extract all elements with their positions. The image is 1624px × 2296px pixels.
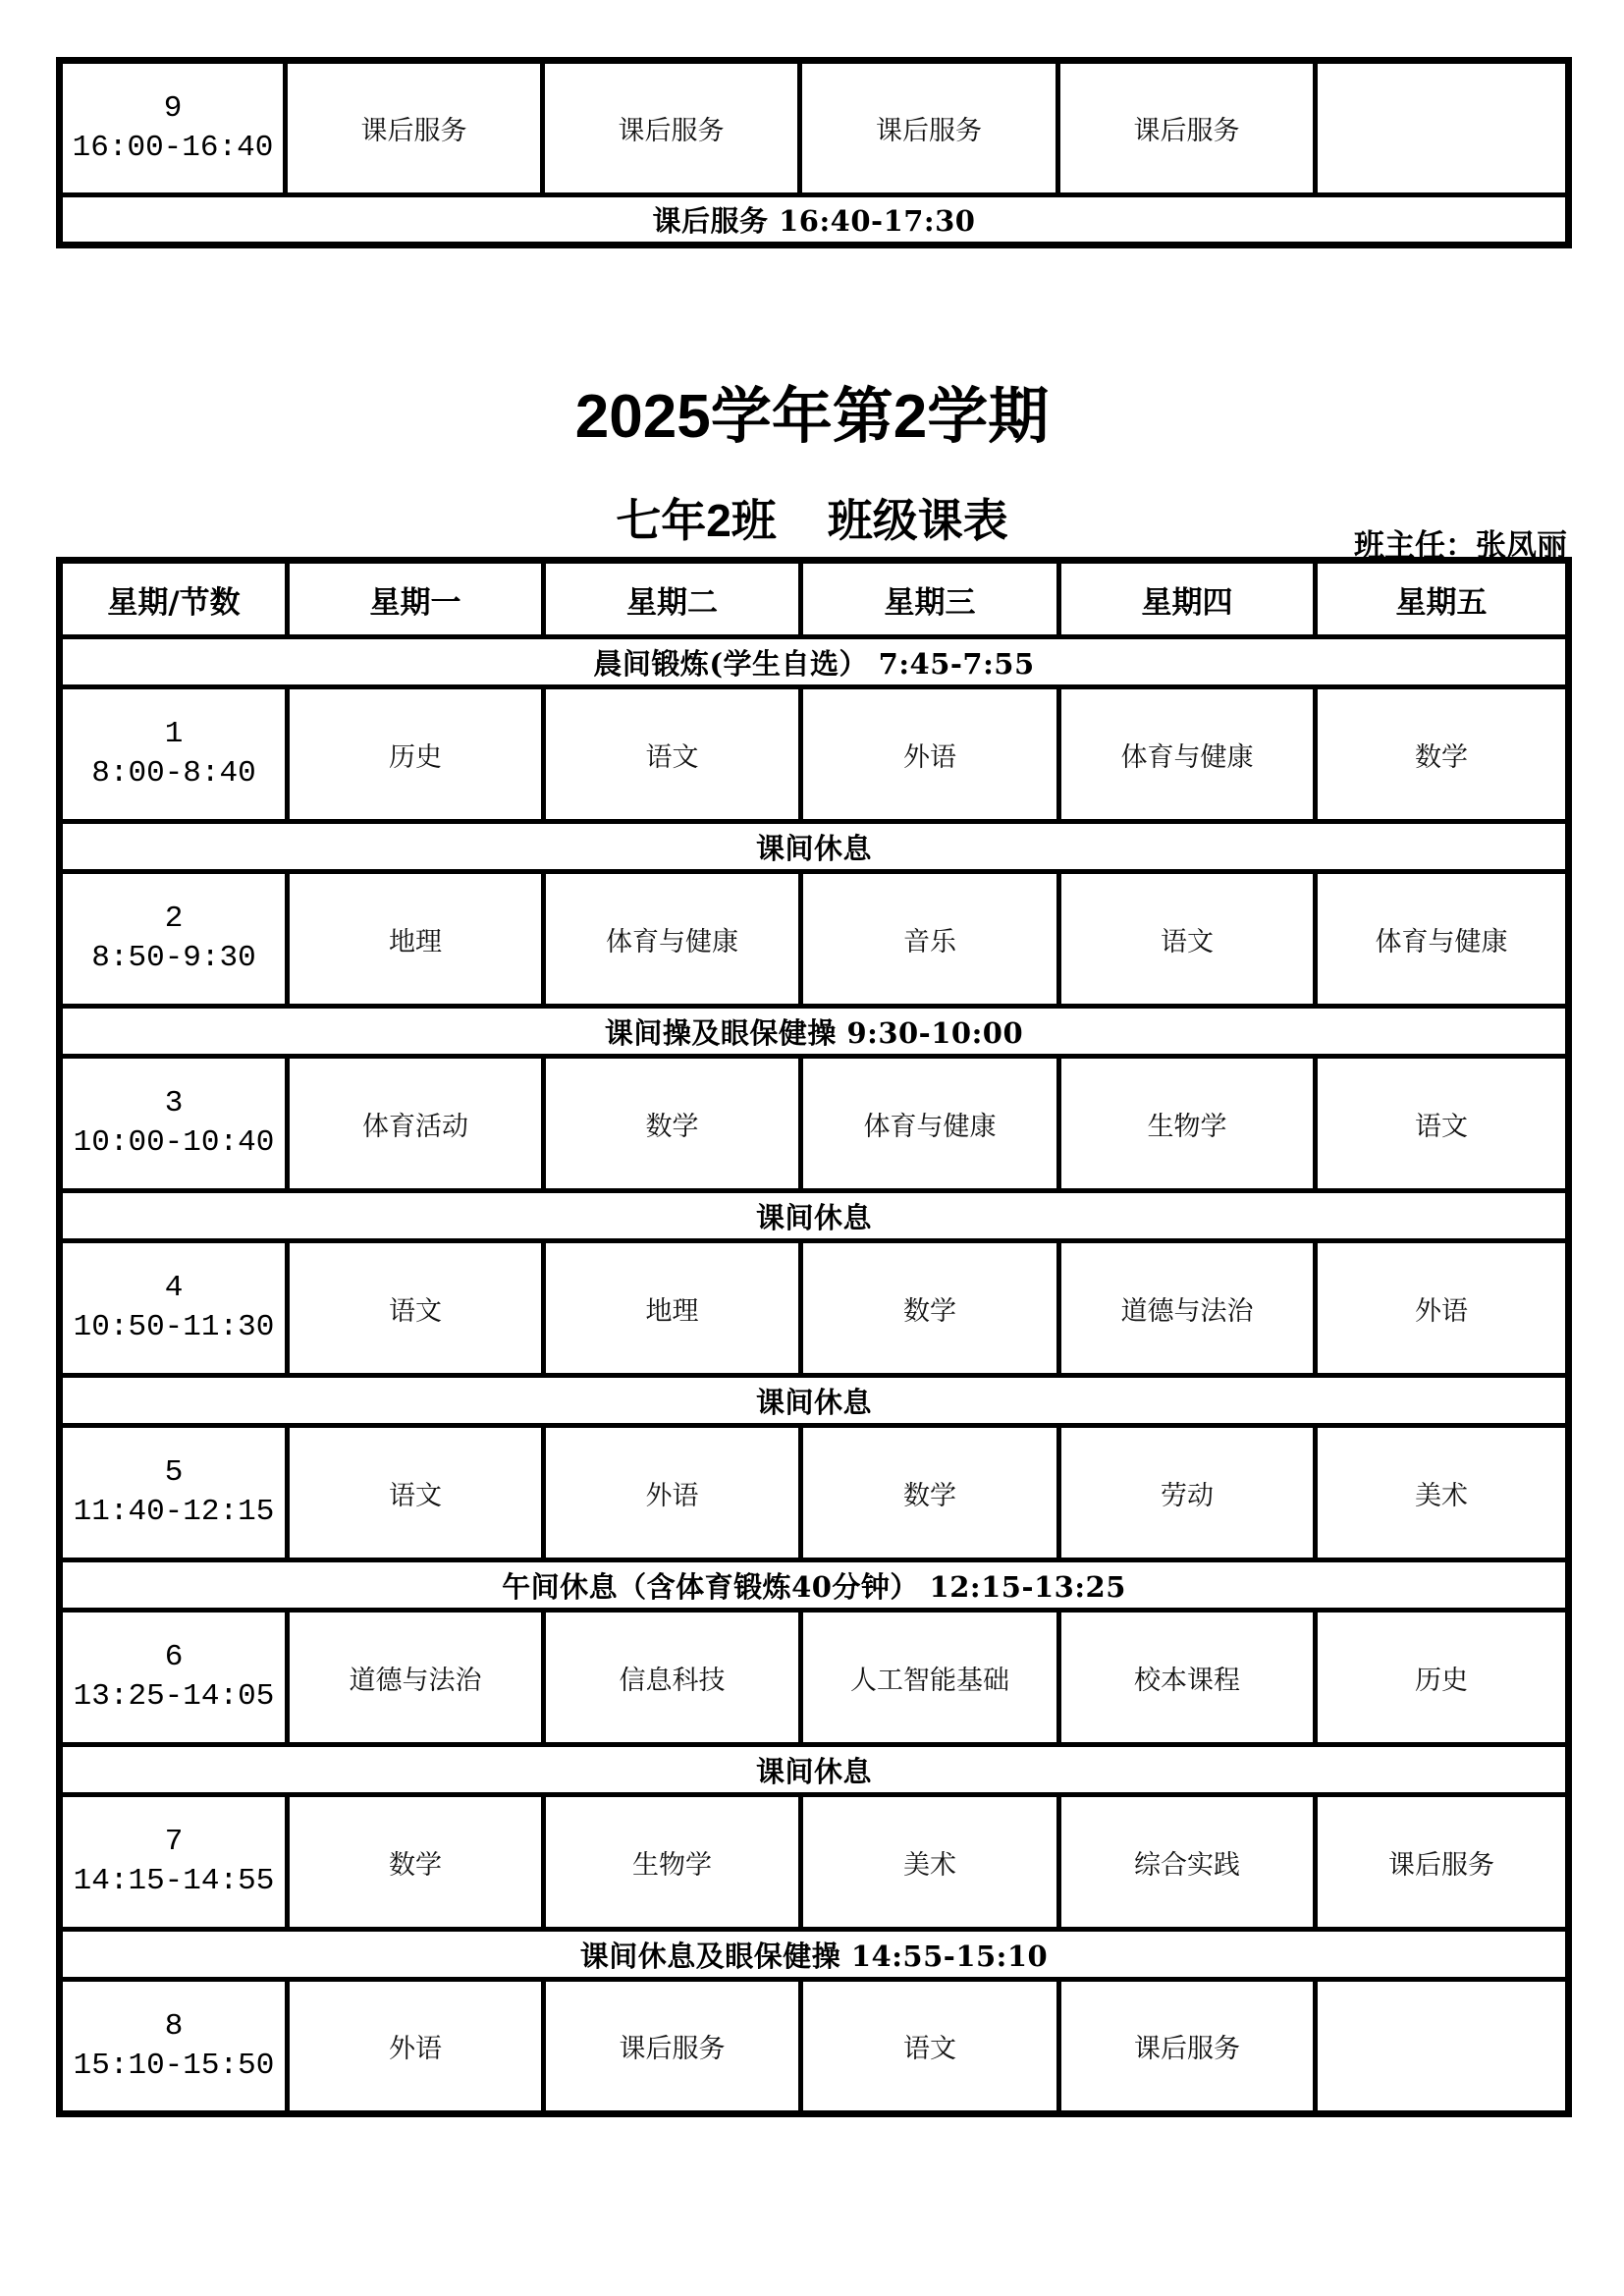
subject-cell-wed: 课后服务 — [800, 61, 1058, 195]
period-number: 7 — [164, 1825, 184, 1859]
break-bar-row — [60, 822, 1569, 872]
subject-cell-mon: 道德与法治 — [288, 1611, 544, 1745]
subject-cell-tue: 生物学 — [544, 1795, 801, 1930]
subject-cell-wed: 美术 — [801, 1795, 1059, 1930]
table-row-period-5 — [60, 1426, 1569, 1560]
subject-cell-tue: 地理 — [544, 1241, 801, 1376]
table-row-period-1 — [60, 687, 1569, 822]
subject-cell-fri: 课后服务 — [1316, 1795, 1569, 1930]
break-label: 课间休息 — [60, 822, 1569, 872]
column-header-period: 星期/节数 — [60, 561, 288, 637]
subject-cell-thu: 课后服务 — [1058, 61, 1316, 195]
subject-cell-fri: 外语 — [1316, 1241, 1569, 1376]
table-row-period-9 — [60, 61, 1569, 195]
break-bar-row — [60, 1376, 1569, 1426]
period-cell — [60, 1057, 288, 1191]
period-number: 6 — [164, 1640, 184, 1674]
subject-cell-wed: 语文 — [801, 1980, 1059, 2114]
period-cell — [60, 1426, 288, 1560]
teacher-label: 班主任： — [1354, 528, 1476, 564]
subject-cell-fri — [1316, 1980, 1569, 2114]
prev-page-schedule-fragment — [56, 57, 1572, 248]
period-cell — [60, 1241, 288, 1376]
subject-cell-wed: 体育与健康 — [801, 1057, 1059, 1191]
subject-cell-wed: 音乐 — [801, 872, 1059, 1007]
column-header-mon: 星期一 — [288, 561, 544, 637]
break-label: 课间休息 — [60, 1191, 1569, 1241]
subject-cell-thu: 课后服务 — [1059, 1980, 1316, 2114]
subject-cell-tue: 课后服务 — [543, 61, 800, 195]
period-number: 8 — [164, 2008, 184, 2044]
period-time: 10:50-11:30 — [73, 1310, 275, 1344]
table-row-period-3 — [60, 1057, 1569, 1191]
subject-cell-thu: 劳动 — [1059, 1426, 1316, 1560]
break-bar-row — [60, 1191, 1569, 1241]
subject-cell-thu: 道德与法治 — [1059, 1241, 1316, 1376]
break-label: 课间休息及眼保健操 14:55-15:10 — [60, 1930, 1569, 1980]
period-time: 8:50-9:30 — [91, 941, 256, 975]
period-cell — [60, 1795, 288, 1930]
period-time: 14:15-14:55 — [73, 1864, 275, 1898]
subject-cell-fri: 数学 — [1316, 687, 1569, 822]
after-school-service-bar: 课后服务 16:40-17:30 — [60, 195, 1569, 246]
subject-cell-tue: 信息科技 — [544, 1611, 801, 1745]
period-time: 10:00-10:40 — [73, 1125, 275, 1160]
subject-cell-wed: 人工智能基础 — [801, 1611, 1059, 1745]
table-row-period-2 — [60, 872, 1569, 1007]
period-time: 13:25-14:05 — [73, 1679, 275, 1714]
column-header-tue: 星期二 — [544, 561, 801, 637]
period-cell — [60, 1980, 288, 2114]
subject-cell-fri — [1316, 61, 1569, 195]
period-cell — [60, 1611, 288, 1745]
period-time: 11:40-12:15 — [73, 1495, 275, 1529]
subject-cell-wed: 数学 — [801, 1241, 1059, 1376]
table-row-period-7 — [60, 1795, 1569, 1930]
column-header-wed: 星期三 — [801, 561, 1059, 637]
break-bar-row — [60, 1745, 1569, 1795]
break-bar-row — [60, 1007, 1569, 1057]
table-row-period-8 — [60, 1980, 1569, 2114]
class-schedule-table — [56, 557, 1572, 2117]
period-number: 2 — [164, 902, 184, 936]
break-bar-row — [60, 1560, 1569, 1611]
class-name: 七年2班 — [616, 495, 777, 546]
period-cell — [60, 872, 288, 1007]
period-number: 5 — [164, 1455, 184, 1490]
subject-cell-wed: 数学 — [801, 1426, 1059, 1560]
schedule-label: 班级课表 — [827, 495, 1008, 546]
subject-cell-thu: 生物学 — [1059, 1057, 1316, 1191]
break-label: 课间休息 — [60, 1745, 1569, 1795]
subject-cell-mon: 语文 — [288, 1426, 544, 1560]
subject-cell-tue: 外语 — [544, 1426, 801, 1560]
period-number: 4 — [164, 1271, 184, 1305]
teacher-name: 张凤丽 — [1476, 528, 1567, 564]
break-label: 晨间锻炼(学生自选） 7:45-7:55 — [60, 637, 1569, 687]
break-bar-row — [60, 195, 1569, 246]
subject-cell-fri: 语文 — [1316, 1057, 1569, 1191]
subject-cell-mon: 外语 — [288, 1980, 544, 2114]
period-cell — [60, 61, 286, 195]
subject-cell-fri: 体育与健康 — [1316, 872, 1569, 1007]
period-number: 3 — [164, 1086, 184, 1121]
subject-cell-mon: 历史 — [288, 687, 544, 822]
table-header-row — [60, 561, 1569, 637]
break-label: 午间休息（含体育锻炼40分钟） 12:15-13:25 — [60, 1560, 1569, 1611]
subject-cell-thu: 综合实践 — [1059, 1795, 1316, 1930]
break-bar-row — [60, 637, 1569, 687]
period-time: 16:00-16:40 — [72, 130, 274, 165]
subject-cell-mon: 语文 — [288, 1241, 544, 1376]
period-cell — [60, 687, 288, 822]
subject-cell-mon: 地理 — [288, 872, 544, 1007]
table-row-period-4 — [60, 1241, 1569, 1376]
break-bar-row — [60, 1930, 1569, 1980]
period-time: 15:10-15:50 — [73, 2048, 275, 2083]
subject-cell-thu: 语文 — [1059, 872, 1316, 1007]
subject-cell-tue: 语文 — [544, 687, 801, 822]
subject-cell-fri: 历史 — [1316, 1611, 1569, 1745]
column-header-fri: 星期五 — [1316, 561, 1569, 637]
period-time: 8:00-8:40 — [91, 756, 256, 791]
subject-cell-tue: 课后服务 — [544, 1980, 801, 2114]
page-title: 2025学年第2学期 — [574, 383, 1050, 451]
period-number: 9 — [163, 90, 183, 126]
subject-cell-mon: 课后服务 — [286, 61, 543, 195]
subject-cell-tue: 体育与健康 — [544, 872, 801, 1007]
subject-cell-thu: 体育与健康 — [1059, 687, 1316, 822]
column-header-thu: 星期四 — [1059, 561, 1316, 637]
subject-cell-thu: 校本课程 — [1059, 1611, 1316, 1745]
subject-cell-mon: 数学 — [288, 1795, 544, 1930]
break-label: 课间操及眼保健操 9:30-10:00 — [60, 1007, 1569, 1057]
schedule-body — [60, 637, 1569, 2114]
period-number: 1 — [164, 717, 184, 751]
subject-cell-mon: 体育活动 — [288, 1057, 544, 1191]
subject-cell-tue: 数学 — [544, 1057, 801, 1191]
break-label: 课间休息 — [60, 1376, 1569, 1426]
subject-cell-fri: 美术 — [1316, 1426, 1569, 1560]
subject-cell-wed: 外语 — [801, 687, 1059, 822]
table-row-period-6 — [60, 1611, 1569, 1745]
